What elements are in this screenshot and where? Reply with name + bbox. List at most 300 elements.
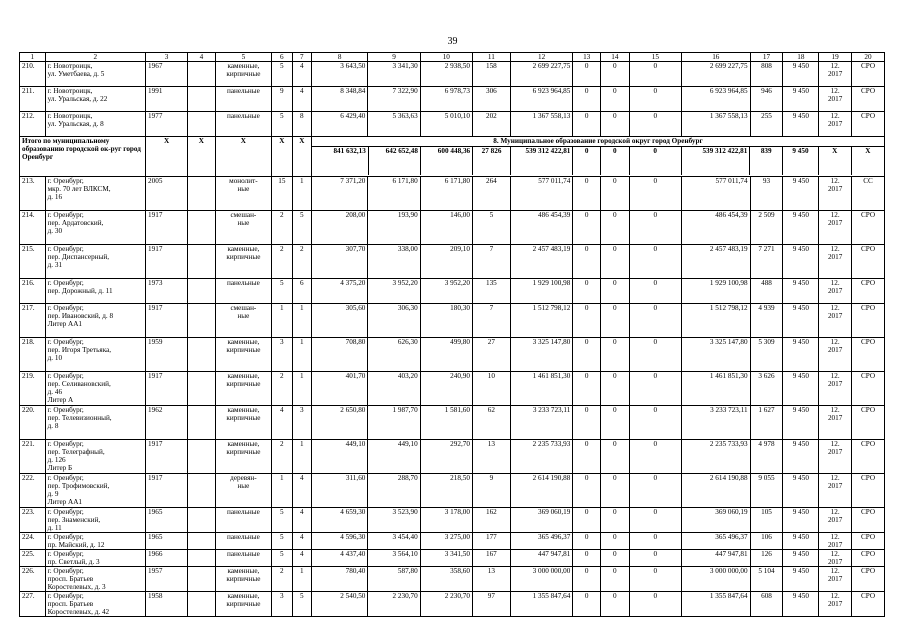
cell-c6: 3 xyxy=(272,338,292,372)
cell-c12: 2 235 733,93 xyxy=(510,440,573,474)
cell-c14: 0 xyxy=(601,567,630,592)
cell-c10: 180,30 xyxy=(420,304,472,338)
cell-c8: 4 596,30 xyxy=(312,533,368,550)
cell-no: 221. xyxy=(20,440,46,474)
cell-c20: СРО xyxy=(852,338,885,372)
cell-c8: 2 650,80 xyxy=(312,406,368,440)
cell-addr: г. Оренбург, пер. Телевизионный, д. 8 xyxy=(45,406,145,440)
cell-year: 1917 xyxy=(146,372,188,406)
cell-c11: 7 xyxy=(472,304,510,338)
cell-c8: 708,80 xyxy=(312,338,368,372)
cell-c6: 1 xyxy=(272,304,292,338)
column-header: 10 xyxy=(420,53,472,62)
cell-c7: 4 xyxy=(292,508,311,533)
cell-c10: 2 938,50 xyxy=(420,62,472,87)
cell-c10: 6 171,80 xyxy=(420,177,472,211)
cell-no: 216. xyxy=(20,279,46,304)
cell-c17: 808 xyxy=(750,62,783,87)
cell-year: 1966 xyxy=(146,550,188,567)
cell-year: 1917 xyxy=(146,211,188,245)
cell-c12: 6 923 964,85 xyxy=(510,87,573,112)
cell-c8: 7 371,20 xyxy=(312,177,368,211)
cell-c14: 0 xyxy=(601,279,630,304)
cell-c7: 8 xyxy=(292,112,311,137)
table-row xyxy=(20,177,885,211)
cell-c4 xyxy=(188,533,216,550)
cell-year: 1917 xyxy=(146,245,188,279)
cell-c17: 93 xyxy=(750,177,783,211)
cell-c13: 0 xyxy=(573,533,601,550)
cell-c8: 4 375,20 xyxy=(312,279,368,304)
cell-c11: 135 xyxy=(472,279,510,304)
total-cell-c8: 841 632,13 xyxy=(333,147,366,155)
cell-c14: 0 xyxy=(601,211,630,245)
cell-c7: 1 xyxy=(292,440,311,474)
cell-c20: СС xyxy=(852,177,885,211)
cell-c7: 1 xyxy=(292,372,311,406)
cell-mat: панельные xyxy=(215,550,271,567)
total-label: Итого по муниципальному образованию городской ок-руг город Оренбург xyxy=(20,137,146,177)
table-row xyxy=(20,279,885,304)
cell-c17: 4 978 xyxy=(750,440,783,474)
cell-c4 xyxy=(188,304,216,338)
cell-c9: 3 454,40 xyxy=(368,533,420,550)
cell-year: 2005 xyxy=(146,177,188,211)
cell-addr: г. Новотроицк, ул. Уральская, д. 22 xyxy=(45,87,145,112)
cell-c13: 0 xyxy=(573,440,601,474)
cell-c17: 1 627 xyxy=(750,406,783,440)
cell-c4 xyxy=(188,177,216,211)
cell-year: 1917 xyxy=(146,474,188,508)
column-header: 13 xyxy=(573,53,601,62)
cell-no: 210. xyxy=(20,62,46,87)
total-cell-c6: X xyxy=(272,137,292,177)
table-row xyxy=(20,338,885,372)
cell-c18: 9 450 xyxy=(783,62,819,87)
cell-c13: 0 xyxy=(573,550,601,567)
cell-c10: 3 952,20 xyxy=(420,279,472,304)
cell-c4 xyxy=(188,245,216,279)
cell-c16: 1 367 558,13 xyxy=(681,112,750,137)
total-cell-c7: X xyxy=(292,137,311,177)
cell-c18: 9 450 xyxy=(783,245,819,279)
cell-c14: 0 xyxy=(601,508,630,533)
cell-c15: 0 xyxy=(629,211,681,245)
cell-c16: 447 947,81 xyxy=(681,550,750,567)
table-row xyxy=(20,533,885,550)
cell-c13: 0 xyxy=(573,474,601,508)
cell-c13: 0 xyxy=(573,211,601,245)
cell-c11: 177 xyxy=(472,533,510,550)
cell-c19: 12. 2017 xyxy=(819,338,852,372)
cell-addr: г. Оренбург, мкр. 70 лет ВЛКСМ, д. 16 xyxy=(45,177,145,211)
cell-c12: 1 355 847,64 xyxy=(510,592,573,617)
cell-c14: 0 xyxy=(601,474,630,508)
cell-c12: 577 011,74 xyxy=(510,177,573,211)
cell-c15: 0 xyxy=(629,372,681,406)
cell-c13: 0 xyxy=(573,87,601,112)
cell-c6: 2 xyxy=(272,245,292,279)
table-row xyxy=(20,592,885,617)
cell-c7: 2 xyxy=(292,245,311,279)
cell-c14: 0 xyxy=(601,338,630,372)
cell-c9: 3 341,30 xyxy=(368,62,420,87)
cell-c6: 2 xyxy=(272,567,292,592)
cell-c13: 0 xyxy=(573,177,601,211)
total-cell-c5: X xyxy=(215,137,271,177)
cell-no: 223. xyxy=(20,508,46,533)
cell-c12: 2 614 190,88 xyxy=(510,474,573,508)
total-cell-c18: 9 450 xyxy=(783,147,819,176)
cell-c11: 9 xyxy=(472,474,510,508)
total-cell-c13: 0 xyxy=(573,147,601,176)
column-number-row xyxy=(20,53,885,62)
cell-c16: 2 457 483,19 xyxy=(681,245,750,279)
cell-year: 1973 xyxy=(146,279,188,304)
cell-c12: 1 367 558,13 xyxy=(510,112,573,137)
cell-c7: 1 xyxy=(292,338,311,372)
cell-c20: СРО xyxy=(852,406,885,440)
cell-c15: 0 xyxy=(629,440,681,474)
cell-c11: 13 xyxy=(472,567,510,592)
column-header: 1 xyxy=(20,53,46,62)
cell-c16: 1 461 851,30 xyxy=(681,372,750,406)
cell-c17: 3 626 xyxy=(750,372,783,406)
cell-c15: 0 xyxy=(629,338,681,372)
cell-no: 213. xyxy=(20,177,46,211)
cell-c15: 0 xyxy=(629,550,681,567)
cell-mat: каменные, кирпичные xyxy=(215,440,271,474)
cell-c6: 5 xyxy=(272,62,292,87)
cell-mat: монолит- ные xyxy=(215,177,271,211)
cell-c7: 4 xyxy=(292,550,311,567)
cell-year: 1977 xyxy=(146,112,188,137)
cell-c4 xyxy=(188,211,216,245)
column-header: 14 xyxy=(601,53,630,62)
cell-c4 xyxy=(188,592,216,617)
cell-c11: 10 xyxy=(472,372,510,406)
cell-c15: 0 xyxy=(629,245,681,279)
cell-c8: 449,10 xyxy=(312,440,368,474)
cell-c9: 449,10 xyxy=(368,440,420,474)
cell-c4 xyxy=(188,112,216,137)
cell-c6: 4 xyxy=(272,406,292,440)
cell-c10: 2 230,70 xyxy=(420,592,472,617)
cell-mat: каменные, кирпичные xyxy=(215,406,271,440)
cell-c4 xyxy=(188,440,216,474)
cell-c18: 9 450 xyxy=(783,177,819,211)
cell-no: 214. xyxy=(20,211,46,245)
cell-c16: 3 233 723,11 xyxy=(681,406,750,440)
total-cell-c10: 600 448,36 xyxy=(420,147,472,176)
cell-c10: 209,10 xyxy=(420,245,472,279)
cell-c18: 9 450 xyxy=(783,372,819,406)
column-header: 15 xyxy=(629,53,681,62)
cell-c14: 0 xyxy=(601,406,630,440)
cell-c8: 311,60 xyxy=(312,474,368,508)
cell-c18: 9 450 xyxy=(783,550,819,567)
cell-c8: 401,70 xyxy=(312,372,368,406)
cell-c17: 9 055 xyxy=(750,474,783,508)
cell-c15: 0 xyxy=(629,87,681,112)
cell-c12: 3 233 723,11 xyxy=(510,406,573,440)
cell-c19: 12. 2017 xyxy=(819,279,852,304)
total-cell-c11: 27 826 xyxy=(473,147,511,176)
cell-c11: 264 xyxy=(472,177,510,211)
cell-addr: г. Оренбург, пер. Ардатовский, д. 30 xyxy=(45,211,145,245)
cell-c10: 499,80 xyxy=(420,338,472,372)
table-row xyxy=(20,550,885,567)
total-cell-c19: X xyxy=(818,147,851,176)
cell-mat: каменные, кирпичные xyxy=(215,62,271,87)
cell-c13: 0 xyxy=(573,245,601,279)
column-header: 3 xyxy=(146,53,188,62)
cell-year: 1958 xyxy=(146,592,188,617)
table-row xyxy=(20,304,885,338)
cell-c7: 5 xyxy=(292,592,311,617)
cell-c20: СРО xyxy=(852,245,885,279)
cell-mat: панельные xyxy=(215,279,271,304)
cell-no: 218. xyxy=(20,338,46,372)
column-header: 11 xyxy=(472,53,510,62)
cell-year: 1959 xyxy=(146,338,188,372)
cell-c4 xyxy=(188,474,216,508)
cell-year: 1991 xyxy=(146,87,188,112)
cell-c6: 5 xyxy=(272,279,292,304)
cell-c17: 106 xyxy=(750,533,783,550)
cell-c6: 5 xyxy=(272,550,292,567)
cell-c13: 0 xyxy=(573,592,601,617)
cell-year: 1917 xyxy=(146,440,188,474)
cell-c19: 12. 2017 xyxy=(819,406,852,440)
cell-no: 215. xyxy=(20,245,46,279)
column-header: 12 xyxy=(510,53,573,62)
cell-c16: 2 614 190,88 xyxy=(681,474,750,508)
cell-c9: 3 564,10 xyxy=(368,550,420,567)
cell-c19: 12. 2017 xyxy=(819,62,852,87)
cell-c10: 218,50 xyxy=(420,474,472,508)
cell-c9: 6 171,80 xyxy=(368,177,420,211)
cell-c8: 208,00 xyxy=(312,211,368,245)
cell-c19: 12. 2017 xyxy=(819,304,852,338)
cell-mat: панельные xyxy=(215,112,271,137)
cell-c15: 0 xyxy=(629,177,681,211)
cell-c18: 9 450 xyxy=(783,440,819,474)
column-header: 6 xyxy=(272,53,292,62)
cell-c15: 0 xyxy=(629,508,681,533)
cell-c20: СРО xyxy=(852,211,885,245)
column-header: 9 xyxy=(368,53,420,62)
column-header: 2 xyxy=(45,53,145,62)
cell-c4 xyxy=(188,279,216,304)
total-values-group xyxy=(312,137,885,177)
cell-c19: 12. 2017 xyxy=(819,87,852,112)
cell-c18: 9 450 xyxy=(783,567,819,592)
cell-c6: 9 xyxy=(272,87,292,112)
cell-c16: 365 496,37 xyxy=(681,533,750,550)
cell-c20: СРО xyxy=(852,87,885,112)
cell-c10: 3 275,00 xyxy=(420,533,472,550)
cell-c17: 5 309 xyxy=(750,338,783,372)
cell-no: 219. xyxy=(20,372,46,406)
cell-c9: 5 363,63 xyxy=(368,112,420,137)
cell-c17: 255 xyxy=(750,112,783,137)
cell-no: 220. xyxy=(20,406,46,440)
cell-c12: 3 325 147,80 xyxy=(510,338,573,372)
cell-c7: 4 xyxy=(292,533,311,550)
cell-c9: 338,00 xyxy=(368,245,420,279)
cell-c20: СРО xyxy=(852,592,885,617)
cell-c12: 3 000 000,00 xyxy=(510,567,573,592)
cell-c12: 1 512 798,12 xyxy=(510,304,573,338)
municipality-total-row xyxy=(20,137,885,177)
total-cell-c15: 0 xyxy=(629,147,681,176)
cell-c20: СРО xyxy=(852,533,885,550)
cell-c16: 6 923 964,85 xyxy=(681,87,750,112)
cell-c18: 9 450 xyxy=(783,533,819,550)
column-header: 17 xyxy=(750,53,783,62)
cell-mat: панельные xyxy=(215,533,271,550)
cell-c16: 577 011,74 xyxy=(681,177,750,211)
total-cell-c4: X xyxy=(188,137,216,177)
cell-c4 xyxy=(188,567,216,592)
section-title: 8. Муниципальное образование городской округ город Оренбург xyxy=(312,137,884,147)
cell-c7: 6 xyxy=(292,279,311,304)
cell-c9: 2 230,70 xyxy=(368,592,420,617)
cell-addr: г. Оренбург, пр. Майский, д. 12 xyxy=(45,533,145,550)
cell-c7: 4 xyxy=(292,87,311,112)
cell-c6: 5 xyxy=(272,533,292,550)
cell-c6: 2 xyxy=(272,440,292,474)
cell-c8: 8 348,84 xyxy=(312,87,368,112)
housing-register-table xyxy=(19,52,885,617)
table-row xyxy=(20,508,885,533)
cell-c14: 0 xyxy=(601,177,630,211)
cell-c20: СРО xyxy=(852,440,885,474)
cell-c18: 9 450 xyxy=(783,338,819,372)
cell-addr: г. Оренбург, пер. Ивановский, д. 8 Литер АА1 xyxy=(45,304,145,338)
cell-c6: 15 xyxy=(272,177,292,211)
cell-c20: СРО xyxy=(852,508,885,533)
cell-c14: 0 xyxy=(601,440,630,474)
cell-c7: 5 xyxy=(292,211,311,245)
cell-c19: 12. 2017 xyxy=(819,440,852,474)
cell-no: 212. xyxy=(20,112,46,137)
cell-no: 211. xyxy=(20,87,46,112)
cell-c11: 162 xyxy=(472,508,510,533)
cell-c17: 488 xyxy=(750,279,783,304)
cell-c19: 12. 2017 xyxy=(819,592,852,617)
cell-mat: смешан- ные xyxy=(215,304,271,338)
total-cell-c20: X xyxy=(851,147,884,176)
cell-c20: СРО xyxy=(852,304,885,338)
cell-mat: каменные, кирпичные xyxy=(215,372,271,406)
cell-c7: 4 xyxy=(292,62,311,87)
cell-c18: 9 450 xyxy=(783,304,819,338)
table-row xyxy=(20,567,885,592)
cell-c10: 1 581,60 xyxy=(420,406,472,440)
cell-c10: 146,00 xyxy=(420,211,472,245)
cell-c10: 3 178,00 xyxy=(420,508,472,533)
column-header: 7 xyxy=(292,53,311,62)
cell-c9: 288,70 xyxy=(368,474,420,508)
cell-mat: каменные, кирпичные xyxy=(215,592,271,617)
cell-c14: 0 xyxy=(601,592,630,617)
cell-c17: 5 104 xyxy=(750,567,783,592)
cell-c19: 12. 2017 xyxy=(819,508,852,533)
cell-year: 1962 xyxy=(146,406,188,440)
cell-c19: 12. 2017 xyxy=(819,567,852,592)
cell-c4 xyxy=(188,406,216,440)
cell-c19: 12. 2017 xyxy=(819,550,852,567)
cell-c11: 27 xyxy=(472,338,510,372)
cell-c18: 9 450 xyxy=(783,592,819,617)
cell-c9: 587,80 xyxy=(368,567,420,592)
cell-c15: 0 xyxy=(629,112,681,137)
cell-c11: 7 xyxy=(472,245,510,279)
cell-c14: 0 xyxy=(601,304,630,338)
cell-c8: 2 540,50 xyxy=(312,592,368,617)
cell-addr: г. Оренбург, пер. Диспансерный, д. 31 xyxy=(45,245,145,279)
cell-c16: 3 000 000,00 xyxy=(681,567,750,592)
cell-addr: г. Оренбург, просп. Братьев Коростелевых, д. 42 xyxy=(45,592,145,617)
cell-no: 224. xyxy=(20,533,46,550)
cell-year: 1967 xyxy=(146,62,188,87)
cell-c15: 0 xyxy=(629,62,681,87)
cell-c13: 0 xyxy=(573,112,601,137)
cell-year: 1965 xyxy=(146,533,188,550)
cell-c10: 358,60 xyxy=(420,567,472,592)
cell-addr: г. Оренбург, пр. Светлый, д. 3 xyxy=(45,550,145,567)
cell-c17: 4 939 xyxy=(750,304,783,338)
cell-c13: 0 xyxy=(573,406,601,440)
cell-addr: г. Новотроицк, ул. Уральская, д. 8 xyxy=(45,112,145,137)
cell-c19: 12. 2017 xyxy=(819,372,852,406)
cell-c17: 105 xyxy=(750,508,783,533)
cell-c9: 7 322,90 xyxy=(368,87,420,112)
cell-c18: 9 450 xyxy=(783,406,819,440)
cell-c12: 365 496,37 xyxy=(510,533,573,550)
cell-c10: 6 978,73 xyxy=(420,87,472,112)
cell-c10: 292,70 xyxy=(420,440,472,474)
cell-c20: СРО xyxy=(852,62,885,87)
cell-c4 xyxy=(188,87,216,112)
cell-c7: 3 xyxy=(292,406,311,440)
cell-c6: 5 xyxy=(272,112,292,137)
cell-c18: 9 450 xyxy=(783,279,819,304)
cell-c19: 12. 2017 xyxy=(819,211,852,245)
cell-mat: каменные, кирпичные xyxy=(215,245,271,279)
table-row xyxy=(20,62,885,87)
cell-c4 xyxy=(188,62,216,87)
cell-c15: 0 xyxy=(629,406,681,440)
cell-no: 226. xyxy=(20,567,46,592)
cell-c15: 0 xyxy=(629,533,681,550)
cell-c15: 0 xyxy=(629,592,681,617)
cell-c7: 4 xyxy=(292,474,311,508)
table-row xyxy=(20,211,885,245)
cell-c14: 0 xyxy=(601,550,630,567)
cell-c11: 202 xyxy=(472,112,510,137)
cell-c19: 12. 2017 xyxy=(819,474,852,508)
column-header: 16 xyxy=(681,53,750,62)
cell-c16: 369 060,19 xyxy=(681,508,750,533)
total-cell-c17: 839 xyxy=(750,147,783,176)
cell-c9: 1 987,70 xyxy=(368,406,420,440)
column-header: 18 xyxy=(783,53,819,62)
cell-c20: СРО xyxy=(852,279,885,304)
cell-c11: 97 xyxy=(472,592,510,617)
